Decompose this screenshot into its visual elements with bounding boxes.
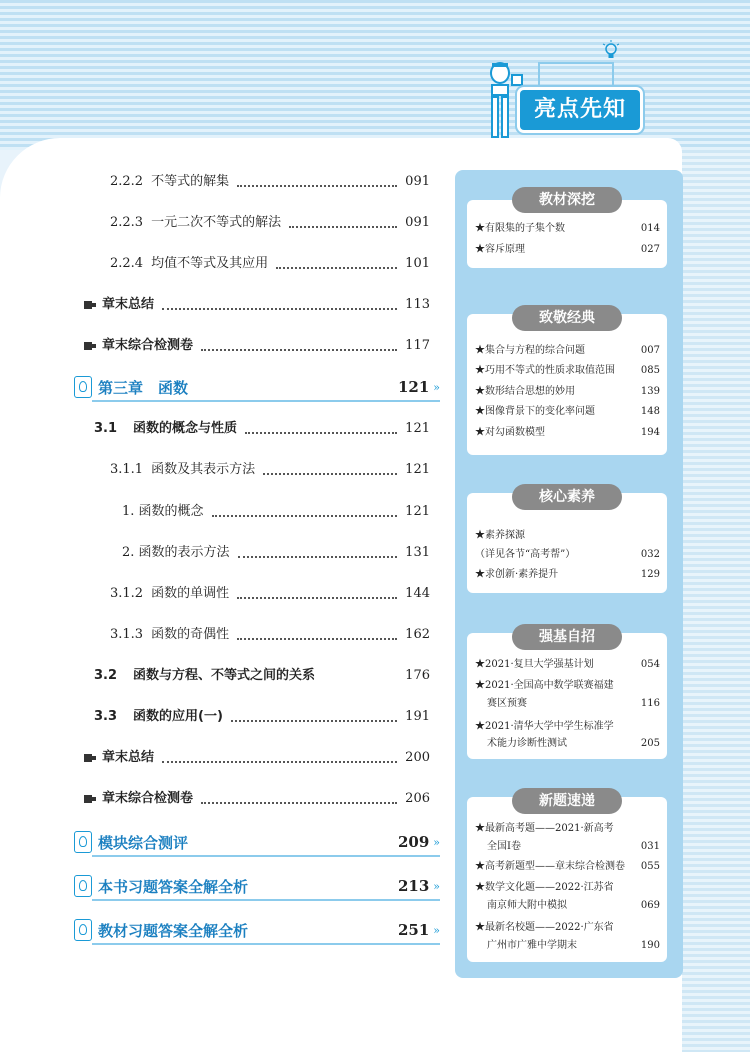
sidebar-item[interactable] bbox=[487, 736, 660, 752]
sidebar-item[interactable] bbox=[475, 859, 660, 875]
item-text: ★数学文化题——2022·江苏省 bbox=[475, 882, 614, 893]
chapter-page: 121 bbox=[397, 378, 430, 396]
chapter-heading[interactable] bbox=[74, 829, 440, 855]
bulb-frame-icon bbox=[74, 919, 92, 941]
item-text: ★集合与方程的综合问题 bbox=[475, 345, 585, 356]
item-text: ★对勾函数模型 bbox=[475, 427, 545, 438]
chapter-heading[interactable] bbox=[74, 873, 440, 899]
leader-dots bbox=[201, 794, 397, 804]
chapter-heading[interactable] bbox=[74, 374, 440, 400]
sidebar-item[interactable] bbox=[487, 938, 660, 954]
item-text: ★素养探源 bbox=[475, 530, 525, 541]
toc-page: 091 bbox=[405, 174, 430, 189]
chapter-page: 251 bbox=[397, 921, 430, 939]
item-text: 术能力诊断性测试 bbox=[487, 738, 567, 749]
sidebar-item[interactable] bbox=[475, 719, 660, 735]
leader-dots bbox=[276, 259, 397, 269]
toc-page: 091 bbox=[405, 215, 430, 230]
item-page: 129 bbox=[640, 569, 660, 580]
toc-row[interactable] bbox=[110, 254, 430, 274]
sidebar-item[interactable] bbox=[475, 343, 660, 359]
leader-dots bbox=[263, 465, 397, 475]
card-title: 致敬经典 bbox=[512, 305, 622, 331]
leader-dots bbox=[245, 424, 397, 434]
item-text: ★高考新题型——章末综合检测卷 bbox=[475, 861, 625, 872]
item-page: 031 bbox=[640, 841, 660, 852]
bulb-frame-icon bbox=[74, 376, 92, 398]
sidebar-item[interactable] bbox=[475, 678, 660, 694]
toc-title: 函数与方程、不等式之间的关系 bbox=[133, 668, 316, 683]
toc-row[interactable] bbox=[84, 789, 430, 809]
sidebar-item[interactable] bbox=[475, 547, 660, 563]
sidebar-item[interactable] bbox=[475, 657, 660, 673]
toc-page: 200 bbox=[405, 750, 430, 765]
leader-dots bbox=[212, 507, 398, 517]
item-text: ★数形结合思想的妙用 bbox=[475, 386, 575, 397]
sidebar-item[interactable] bbox=[475, 880, 660, 896]
square-bullet-icon bbox=[84, 301, 92, 309]
toc-page: 121 bbox=[405, 421, 430, 436]
toc-title: 章末综合检测卷 bbox=[102, 338, 194, 353]
arrow-icon: » bbox=[433, 835, 440, 849]
leader-dots bbox=[238, 548, 398, 558]
chapter-underline bbox=[92, 899, 440, 901]
toc-row[interactable] bbox=[110, 460, 430, 480]
leader-space bbox=[323, 672, 397, 680]
arrow-icon: » bbox=[433, 879, 440, 893]
toc-number: 2.2.4 bbox=[110, 256, 144, 271]
toc-title: 函数的奇偶性 bbox=[151, 627, 230, 642]
toc-page: 176 bbox=[405, 668, 430, 683]
toc-page: 117 bbox=[405, 338, 430, 353]
leader-dots bbox=[289, 218, 397, 228]
bulb-frame-icon bbox=[74, 831, 92, 853]
chapter-title: 教材习题答案全解全析 bbox=[98, 921, 249, 940]
toc-title: 一元二次不等式的解法 bbox=[151, 215, 282, 230]
chapter-underline bbox=[92, 855, 440, 857]
toc-row[interactable] bbox=[94, 707, 430, 727]
sidebar-item[interactable] bbox=[487, 696, 660, 712]
toc-row[interactable] bbox=[94, 666, 430, 686]
item-text: ★最新高考题——2021·新高考 bbox=[475, 823, 614, 834]
toc-page: 206 bbox=[405, 791, 430, 806]
toc-page: 101 bbox=[405, 256, 430, 271]
chapter-underline bbox=[92, 400, 440, 402]
chapter-page: 209 bbox=[397, 833, 430, 851]
sidebar-item[interactable] bbox=[475, 384, 660, 400]
toc-title: 章末总结 bbox=[102, 750, 155, 765]
leader-dots bbox=[237, 177, 397, 187]
sidebar-item[interactable] bbox=[475, 425, 660, 441]
toc-title: 函数的单调性 bbox=[151, 586, 230, 601]
toc-page: 144 bbox=[405, 586, 430, 601]
chapter-title: 第三章 函数 bbox=[98, 378, 189, 397]
item-page: 139 bbox=[640, 386, 660, 397]
sidebar-item[interactable] bbox=[475, 404, 660, 420]
item-page: 007 bbox=[640, 345, 660, 356]
bulb-frame-icon bbox=[74, 875, 92, 897]
toc-row[interactable] bbox=[110, 625, 430, 645]
toc-number: 3.2 bbox=[94, 668, 118, 683]
leader-dots bbox=[237, 630, 397, 640]
toc-page: 121 bbox=[405, 462, 430, 477]
item-page: 055 bbox=[640, 861, 660, 872]
item-page bbox=[630, 528, 660, 544]
toc-title: 章末综合检测卷 bbox=[102, 791, 194, 806]
item-page: 190 bbox=[640, 940, 660, 951]
toc-title: 均值不等式及其应用 bbox=[151, 256, 269, 271]
sidebar-item[interactable] bbox=[475, 920, 660, 936]
toc-row[interactable] bbox=[94, 419, 430, 439]
item-page: 054 bbox=[640, 659, 660, 670]
square-bullet-icon bbox=[84, 342, 92, 350]
sidebar-item[interactable] bbox=[487, 898, 660, 914]
toc-row[interactable] bbox=[84, 295, 430, 315]
square-bullet-icon bbox=[84, 795, 92, 803]
item-text: ★容斥原理 bbox=[475, 244, 525, 255]
item-page bbox=[630, 719, 660, 735]
item-page: 148 bbox=[640, 406, 660, 417]
toc-page: 191 bbox=[405, 709, 430, 724]
chapter-title: 本书习题答案全解全析 bbox=[98, 877, 249, 896]
toc-page: 162 bbox=[405, 627, 430, 642]
item-text: ★最新名校题——2022·广东省 bbox=[475, 922, 614, 933]
toc-page: 121 bbox=[405, 504, 430, 519]
sidebar-item[interactable] bbox=[475, 242, 660, 258]
card-title: 强基自招 bbox=[512, 624, 622, 650]
item-text: ★2021·复旦大学强基计划 bbox=[475, 659, 594, 670]
item-text: ★巧用不等式的性质求取值范围 bbox=[475, 365, 615, 376]
sidebar-item[interactable] bbox=[475, 363, 660, 379]
sidebar-item[interactable] bbox=[475, 821, 660, 837]
item-page: 069 bbox=[640, 900, 660, 911]
toc-number: 3.3 bbox=[94, 709, 118, 724]
toc-title: 函数的应用(一) bbox=[133, 709, 223, 724]
toc-number: 3.1 bbox=[94, 421, 118, 436]
toc-page: 131 bbox=[405, 545, 430, 560]
toc-number: 2.2.3 bbox=[110, 215, 144, 230]
toc-number: 2.2.2 bbox=[110, 174, 144, 189]
toc-title: 函数的概念与性质 bbox=[133, 421, 238, 436]
toc-number: 3.1.3 bbox=[110, 627, 144, 642]
item-text: ★有限集的子集个数 bbox=[475, 223, 565, 234]
toc-row[interactable] bbox=[110, 213, 430, 233]
item-text: ★2021·全国高中数学联赛福建 bbox=[475, 680, 614, 691]
item-page bbox=[630, 678, 660, 694]
card-title: 新题速递 bbox=[512, 788, 622, 814]
toc-title: 章末总结 bbox=[102, 297, 155, 312]
chapter-page: 213 bbox=[397, 877, 430, 895]
toc-title: 1. 函数的概念 bbox=[122, 504, 204, 519]
leader-dots bbox=[162, 753, 397, 763]
arrow-icon: » bbox=[433, 380, 440, 394]
item-text: ★求创新·素养提升 bbox=[475, 569, 559, 580]
sidebar-item[interactable] bbox=[475, 528, 660, 544]
brand-title: 亮点先知 bbox=[520, 90, 640, 130]
lightbulb-icon bbox=[602, 40, 620, 62]
toc-title: 不等式的解集 bbox=[151, 174, 230, 189]
item-text: ★2021·清华大学中学生标准学 bbox=[475, 721, 614, 732]
chapter-heading[interactable] bbox=[74, 917, 440, 943]
item-text: ★图像背景下的变化率问题 bbox=[475, 406, 595, 417]
item-page bbox=[630, 821, 660, 837]
item-text: 广州市广雅中学期末 bbox=[487, 940, 577, 951]
item-text: 全国Ⅰ卷 bbox=[487, 841, 521, 852]
leader-dots bbox=[237, 589, 397, 599]
toc-title: 2. 函数的表示方法 bbox=[122, 545, 230, 560]
toc-row[interactable] bbox=[84, 748, 430, 768]
leader-dots bbox=[162, 300, 397, 310]
toc-number: 3.1.1 bbox=[110, 462, 144, 477]
toc-page: 113 bbox=[405, 297, 430, 312]
item-text: 南京师大附中模拟 bbox=[487, 900, 567, 911]
card-title: 教材深挖 bbox=[512, 187, 622, 213]
item-page: 194 bbox=[640, 427, 660, 438]
square-bullet-icon bbox=[84, 754, 92, 762]
item-page: 116 bbox=[640, 698, 660, 709]
chapter-underline bbox=[92, 943, 440, 945]
toc-row[interactable] bbox=[110, 172, 430, 192]
toc-row[interactable] bbox=[84, 336, 430, 356]
leader-dots bbox=[231, 712, 397, 722]
item-page: 085 bbox=[640, 365, 660, 376]
item-page: 032 bbox=[640, 549, 660, 560]
toc-number: 3.1.2 bbox=[110, 586, 144, 601]
sidebar-item[interactable] bbox=[475, 221, 660, 237]
arrow-icon: » bbox=[433, 923, 440, 937]
sidebar-item[interactable] bbox=[475, 567, 660, 583]
sidebar-item[interactable] bbox=[487, 839, 660, 855]
toc-row[interactable] bbox=[110, 584, 430, 604]
item-text: （详见各节“高考帮”） bbox=[475, 549, 576, 560]
chapter-title: 模块综合测评 bbox=[98, 833, 189, 852]
leader-dots bbox=[201, 341, 397, 351]
item-text: 赛区预赛 bbox=[487, 698, 527, 709]
toc-row[interactable] bbox=[122, 543, 430, 563]
item-page: 014 bbox=[640, 223, 660, 234]
toc-title: 函数及其表示方法 bbox=[151, 462, 256, 477]
toc-row[interactable] bbox=[122, 502, 430, 522]
card-title: 核心素养 bbox=[512, 484, 622, 510]
item-page bbox=[630, 920, 660, 936]
item-page bbox=[630, 880, 660, 896]
item-page: 205 bbox=[640, 738, 660, 749]
item-page: 027 bbox=[640, 244, 660, 255]
